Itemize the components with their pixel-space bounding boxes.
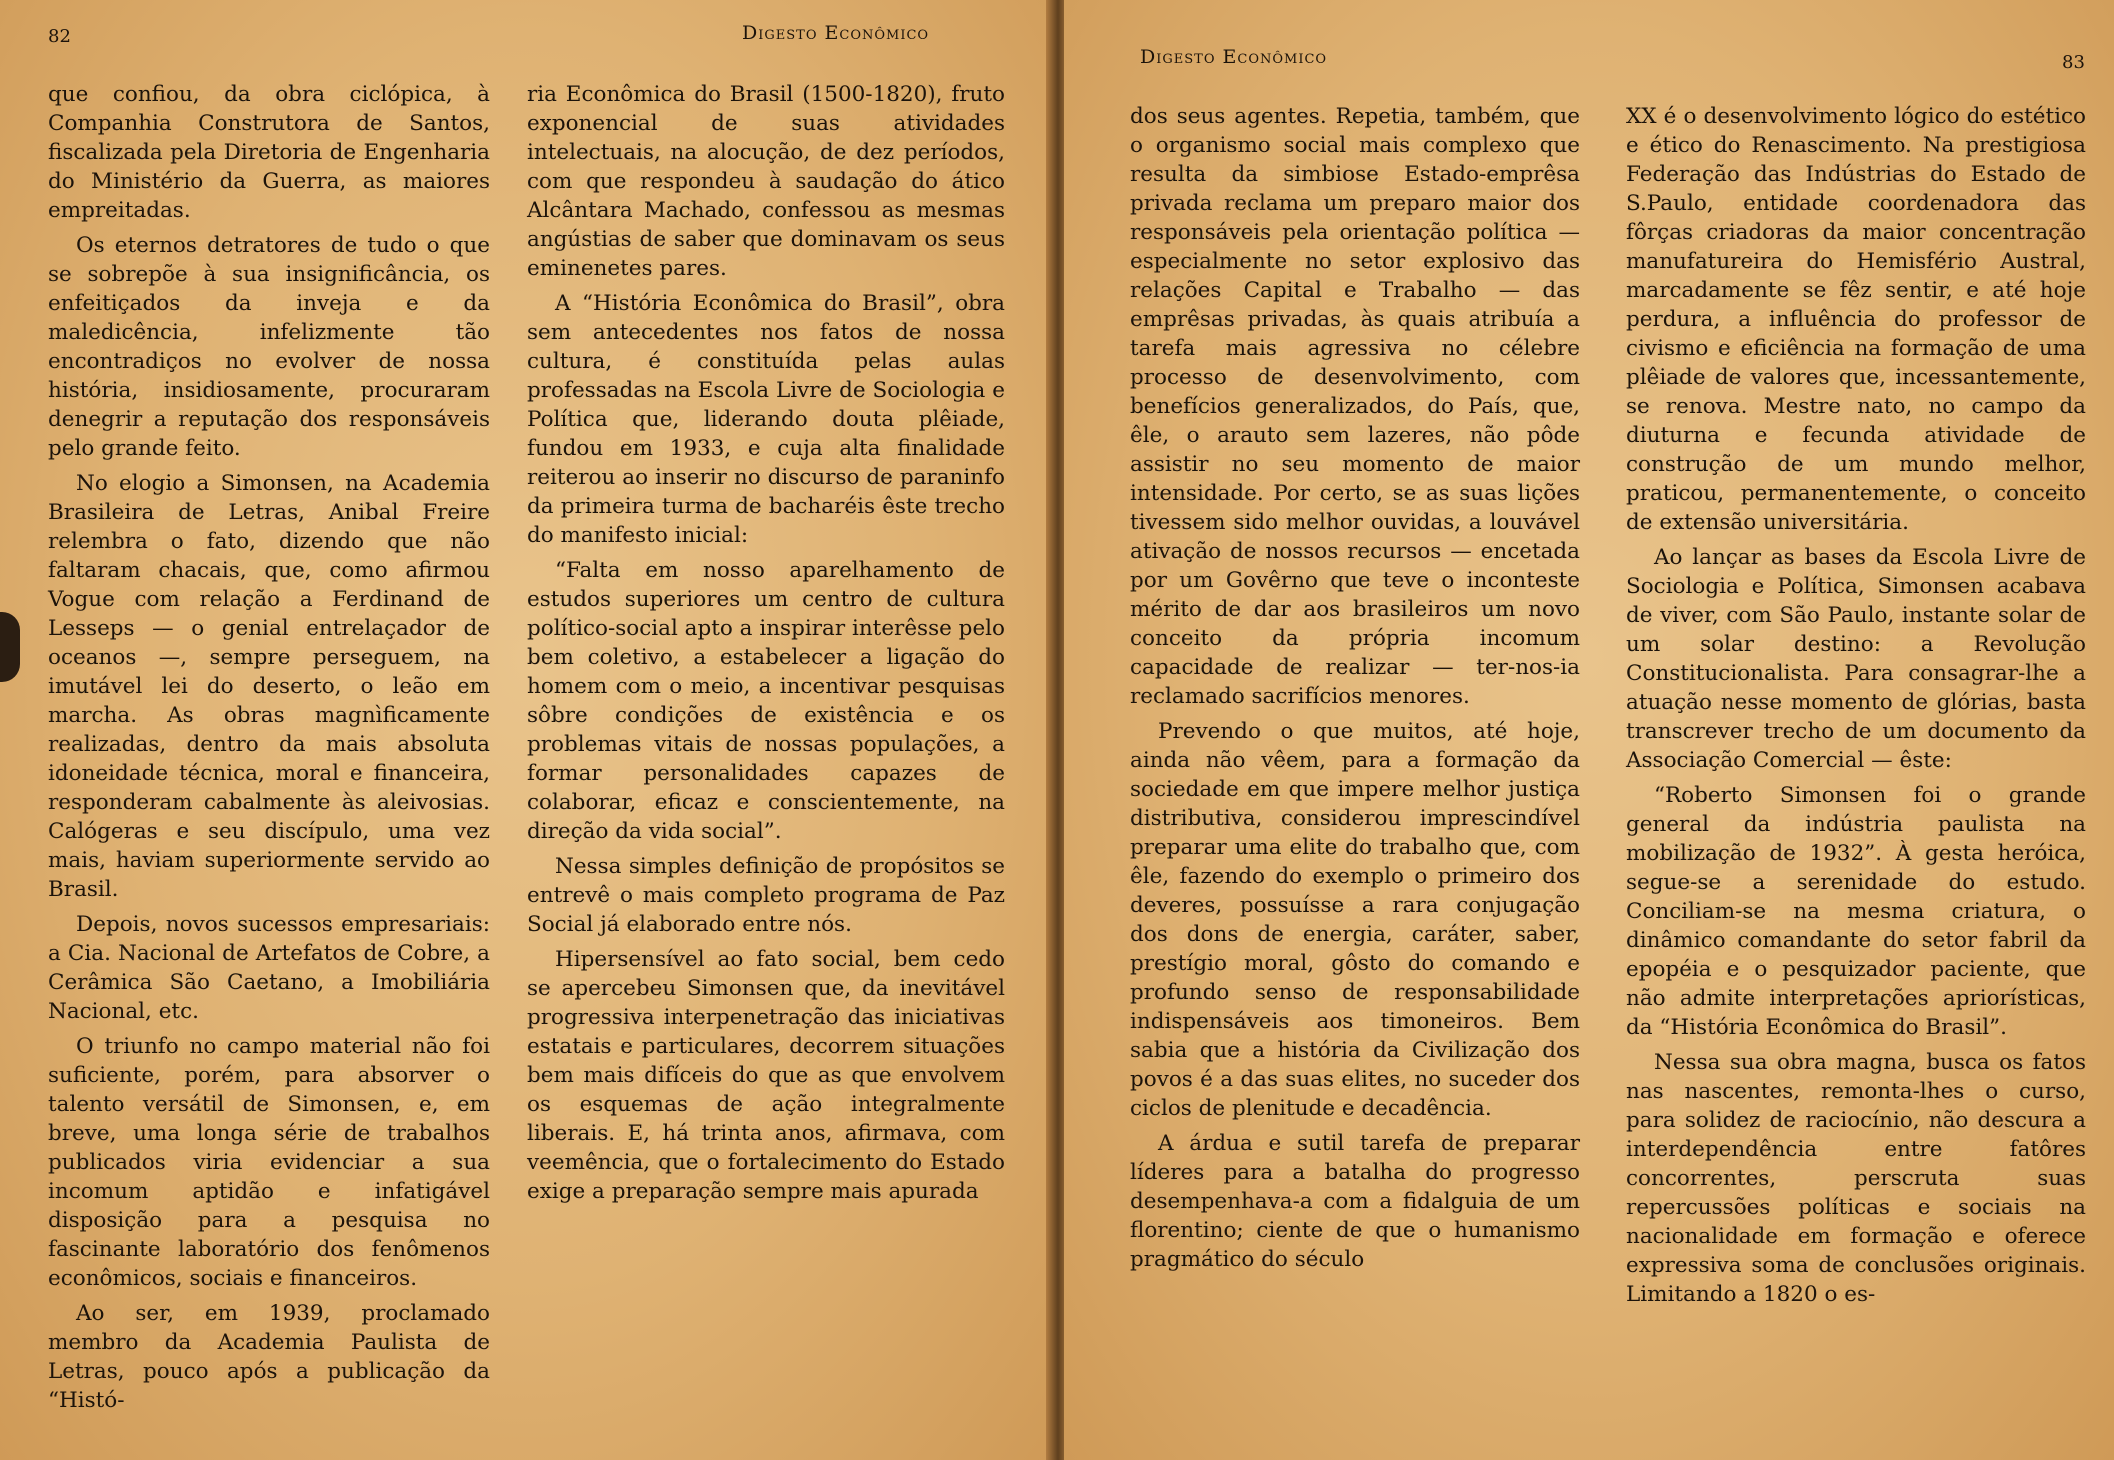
paragraph: dos seus agentes. Repetia, também, que o organismo social mais complexo que resulta da simbiose Estado-emprêsa privada reclama um preparo maior dos responsáveis pela orientação política — especialmente no setor explosivo das relações Capital e Trabalho — das emprêsas privadas, às quais atribuía a tarefa mais agressiva no célebre processo de desenvolvimento, com benefícios generalizados, do País, que, êle, o arauto sem lazeres, não pôde assistir no seu momento de maior intensidade. Por certo, se as suas lições tivessem sido melhor ouvidas, a louvável ativação de nossos recursos — encetada por um Govêrno que teve o inconteste mérito de dar aos brasileiros um novo conceito da própria incomum capacidade de realizar — ter-nos-ia reclamado sacrifícios menores. xyxy=(1130,104,1580,709)
paragraph: que confiou, da obra ciclópica, à Companhia Construtora de Santos, fiscalizada pela Diretoria de Engenharia do Ministério da Guerra, as maiores empreitadas. xyxy=(48,82,490,223)
paragraph: Prevendo o que muitos, até hoje, ainda não vêem, para a formação da sociedade em que impere melhor justiça distributiva, considerou imprescindível preparar uma elite do trabalho que, com êle, fazendo do exemplo o primeiro dos deveres, possuísse a rara conjugação dos dons de energia, caráter, saber, prestígio moral, gôsto do comando e profundo senso de responsabilidade indispensáveis aos timoneiros. Bem sabia que a história da Civilização dos povos é a das suas elites, no suceder dos ciclos de plenitude e decadência. xyxy=(1130,719,1580,1121)
paragraph: Ao ser, em 1939, proclamado membro da Academia Paulista de Letras, pouco após a publicação da “Histó- xyxy=(48,1301,490,1413)
page-number-left: 82 xyxy=(48,26,71,47)
paragraph: Nessa sua obra magna, busca os fatos nas nascentes, remonta-lhes o curso, para solidez de raciocínio, não descura a interdependência entre fatôres concorrentes, perscruta suas repercussões políticas e sociais na nacionalidade em formação e oferece expressiva soma de conclusões originais. Limitando a 1820 o es- xyxy=(1626,1050,2086,1307)
paragraph: Os eternos detratores de tudo o que se sobrepõe à sua insignificância, os enfeitiçados da inveja e da maledicência, infelizmente tão encontradiços no evolver de nossa história, insidiosamente, procuraram denegrir a reputação dos responsáveis pelo grande feito. xyxy=(48,233,490,461)
paragraph: Hipersensível ao fato social, bem cedo se apercebeu Simonsen que, da inevitável progressiva interpenetração das iniciativas estatais e particulares, decorrem situações bem mais difíceis do que as que envolvem os esquemas de ação integralmente liberais. E, há trinta anos, afirmava, com veemência, que o fortalecimento do Estado exige a preparação sempre mais apurada xyxy=(527,947,1005,1204)
paragraph: A árdua e sutil tarefa de preparar líderes para a batalha do progresso desempenhava-a com a fidalguia de um florentino; ciente de que o humanismo pragmático do século xyxy=(1130,1131,1580,1272)
quotation: “Falta em nosso aparelhamento de estudos superiores um centro de cultura político-social apto a inspirar interêsse pelo bem coletivo, a estabelecer a ligação do homem com o meio, a incentivar pesquisas sôbre condições de existência e os problemas vitais de nossas populações, a formar personalidades capazes de colaborar, eficaz e conscientemente, na direção da vida social”. xyxy=(527,558,1005,844)
right-page-column-2 xyxy=(1626,102,2086,1315)
running-header-left: Digesto Econômico xyxy=(742,22,930,44)
right-page xyxy=(1064,0,2114,1460)
paragraph: Depois, novos sucessos empresariais: a Cia. Nacional de Artefatos de Cobre, a Cerâmica São Caetano, a Imobiliária Nacional, etc. xyxy=(48,912,490,1024)
paragraph: O triunfo no campo material não foi suficiente, porém, para absorver o talento versátil de Simonsen, e, em breve, uma longa série de trabalhos publicados viria evidenciar a sua incomum aptidão e infatigável disposição para a pesquisa no fascinante laboratório dos fenômenos econômicos, sociais e financeiros. xyxy=(48,1034,490,1291)
quotation: “Roberto Simonsen foi o grande general da indústria paulista na mobilização de 1932”. À gesta heróica, segue-se a serenidade do estudo. Conciliam-se na mesma criatura, o dinâmico comandante do setor fabril da epopéia e o pesquizador paciente, que não admite interpretações apriorísticas, da “História Econômica do Brasil”. xyxy=(1626,783,2086,1040)
paragraph: ria Econômica do Brasil (1500-1820), fruto exponencial de suas atividades intelectuais, na alocução, de dez períodos, com que respondeu à saudação do ático Alcântara Machado, confessou as mesmas angústias de saber que dominavam os seus eminenetes pares. xyxy=(527,82,1005,281)
binding-tab xyxy=(0,612,20,682)
paragraph: A “História Econômica do Brasil”, obra sem antecedentes nos fatos de nossa cultura, é constituída pelas aulas professadas na Escola Livre de Sociologia e Política que, liderando douta plêiade, fundou em 1933, e cuja alta finalidade reiterou ao inserir no discurso de paraninfo da primeira turma de bacharéis êste trecho do manifesto inicial: xyxy=(527,291,1005,548)
left-page xyxy=(0,0,1052,1460)
left-page-column-2 xyxy=(527,80,1005,1212)
page-number-right: 83 xyxy=(2062,52,2085,73)
paragraph: Nessa simples definição de propósitos se entrevê o mais completo programa de Paz Social já elaborado entre nós. xyxy=(527,854,1005,937)
running-header-right: Digesto Econômico xyxy=(1140,46,1328,68)
paragraph: No elogio a Simonsen, na Academia Brasileira de Letras, Anibal Freire relembra o fato, dizendo que não faltaram chacais, que, como afirmou Vogue com relação a Ferdinand de Lesseps — o genial entrelaçador de oceanos —, sempre perseguem, na imutável lei do deserto, o leão em marcha. As obras magnìficamente realizadas, dentro da mais absoluta idoneidade técnica, moral e financeira, responderam cabalmente às aleivosias. Calógeras e seu discípulo, uma vez mais, haviam superiormente servido ao Brasil. xyxy=(48,471,490,902)
right-page-column-1 xyxy=(1130,102,1580,1280)
paragraph: XX é o desenvolvimento lógico do estético e ético do Renascimento. Na prestigiosa Federação das Indústrias do Estado de S.Paulo, entidade coordenadora das fôrças criadoras da maior concentração manufatureira do Hemisfério Austral, marcadamente se fêz sentir, e até hoje perdura, a influência do professor de civismo e eficiência na formação de uma plêiade de valores que, incessantemente, se renova. Mestre nato, no campo da diuturna e fecunda atividade de construção de um mundo melhor, praticou, permanentemente, o conceito de extensão universitária. xyxy=(1626,104,2086,535)
left-page-column-1 xyxy=(48,80,490,1421)
paragraph: Ao lançar as bases da Escola Livre de Sociologia e Política, Simonsen acabava de viver, com São Paulo, instante solar de um solar destino: a Revolução Constitucionalista. Para consagrar-lhe a atuação nesse momento de glórias, basta transcrever trecho de um documento da Associação Comercial — êste: xyxy=(1626,545,2086,773)
